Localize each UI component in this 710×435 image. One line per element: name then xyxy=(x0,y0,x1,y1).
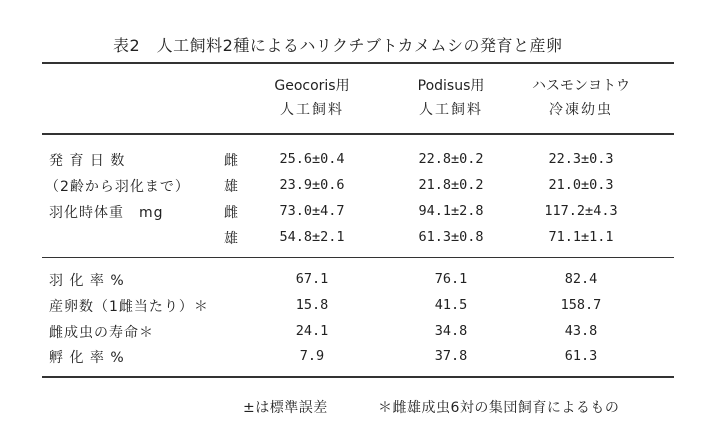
sex-label: 雌 xyxy=(224,153,238,169)
value-cell: 7.9 xyxy=(299,348,325,364)
sex-label: 雌 xyxy=(224,205,238,221)
column-header-line2: 人工飼料 xyxy=(280,102,344,118)
value-cell: 94.1±2.8 xyxy=(418,203,484,219)
sex-label: 雄 xyxy=(224,231,238,247)
row-label: 羽 化 率 % xyxy=(49,273,125,289)
column-header-line2: 冷凍幼虫 xyxy=(549,102,613,118)
column-header-podisus xyxy=(376,74,526,122)
table-title: 表2 人工飼料2種によるハリクチブトカメムシの発育と産卵 xyxy=(113,36,563,55)
footnote-group-rearing: ＊雌雄成虫6対の集団飼育によるもの xyxy=(378,400,620,416)
value-cell: 24.1 xyxy=(295,323,329,339)
column-header-line1: Podisus用 xyxy=(417,78,485,94)
value-cell: 73.0±4.7 xyxy=(279,203,345,219)
value-cell: 23.9±0.6 xyxy=(279,177,345,193)
value-cell: 71.1±1.1 xyxy=(548,229,614,245)
value-cell: 82.4 xyxy=(564,271,598,287)
value-cell: 43.8 xyxy=(564,323,598,339)
row-label: 雌成虫の寿命＊ xyxy=(49,325,154,341)
value-cell: 22.8±0.2 xyxy=(418,151,484,167)
value-cell: 117.2±4.3 xyxy=(544,203,618,219)
value-cell: 25.6±0.4 xyxy=(279,151,345,167)
row-label: 羽化時体重 mg xyxy=(49,205,164,221)
value-cell: 67.1 xyxy=(295,271,329,287)
bottom-rule xyxy=(42,376,674,378)
value-cell: 21.8±0.2 xyxy=(418,177,484,193)
footnote-standard-error: ±は標準誤差 xyxy=(243,400,328,416)
section-rule xyxy=(42,257,674,258)
column-header-line1: ハスモンヨトウ xyxy=(532,78,630,94)
column-header-line2: 人工飼料 xyxy=(419,102,483,118)
column-header-line1: Geocoris用 xyxy=(274,78,350,94)
value-cell: 61.3 xyxy=(564,348,598,364)
row-label: （2齢から羽化まで） xyxy=(45,179,190,195)
column-header-geocoris xyxy=(237,74,387,122)
value-cell: 54.8±2.1 xyxy=(279,229,345,245)
value-cell: 34.8 xyxy=(434,323,468,339)
sex-label: 雄 xyxy=(224,179,238,195)
value-cell: 76.1 xyxy=(434,271,468,287)
header-rule xyxy=(42,133,674,135)
value-cell: 61.3±0.8 xyxy=(418,229,484,245)
value-cell: 15.8 xyxy=(295,297,329,313)
column-header-hasumonyotou xyxy=(506,74,656,122)
row-label: 孵 化 率 % xyxy=(49,350,125,366)
value-cell: 158.7 xyxy=(560,297,602,313)
row-label: 発 育 日 数 xyxy=(49,153,126,169)
value-cell: 41.5 xyxy=(434,297,468,313)
value-cell: 21.0±0.3 xyxy=(548,177,614,193)
top-rule xyxy=(42,62,674,64)
value-cell: 37.8 xyxy=(434,348,468,364)
row-label: 産卵数（1雌当たり）＊ xyxy=(49,299,209,315)
value-cell: 22.3±0.3 xyxy=(548,151,614,167)
